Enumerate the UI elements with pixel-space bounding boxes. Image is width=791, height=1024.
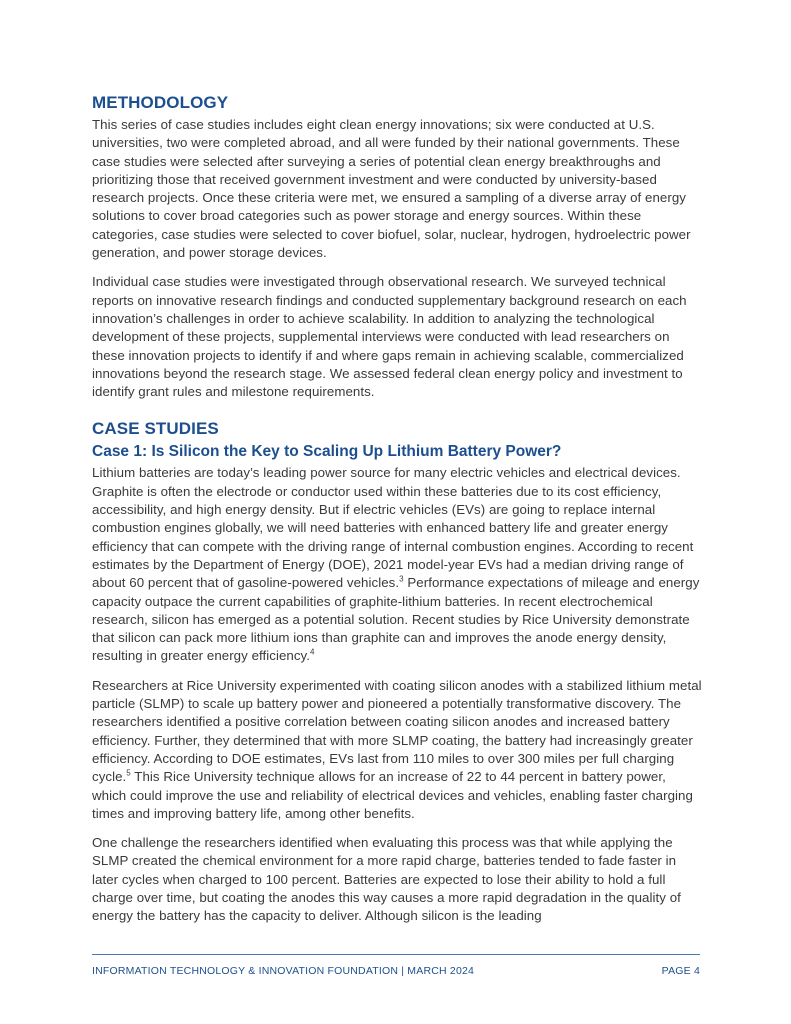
- case-studies-heading: CASE STUDIES: [92, 419, 219, 439]
- footnote-ref-4[interactable]: 4: [310, 648, 315, 657]
- case-1-paragraph-3: One challenge the researchers identified when evaluating this process was that while applying the SLMP created the chemical environment for a more rapid charge, batteries tended to fade faster in later cycles when charged to 100 percent. Batteries are expected to lose their ability to hold a full charge over time, but coating the anodes this way causes a more rapid degradation in the quality of energy the battery has the capacity to deliver. Although silicon is the leading: [92, 835, 681, 924]
- case-1-paragraph-1: [92, 464, 702, 665]
- case-1-title: Case 1: Is Silicon the Key to Scaling Up Lithium Battery Power?: [92, 443, 562, 461]
- case-1-p2-text-a: Researchers at Rice University experimented with coating silicon anodes with a stabilized lithium metal particle (SLMP) to scale up battery power and pioneered a potentially transformative discovery. The researchers identified a positive correlation between coating silicon anodes and increased battery efficiency. Further, they determined that with more SLMP coating, the battery had increasingly greater efficiency. According to DOE estimates, EVs last from 110 miles to over 300 miles per full charging cycle.: [92, 677, 702, 785]
- page-body: [92, 92, 702, 937]
- footer-publisher: INFORMATION TECHNOLOGY & INNOVATION FOUNDATION | MARCH 2024: [92, 965, 475, 977]
- footnote-ref-5[interactable]: 5: [126, 768, 131, 778]
- methodology-paragraph-1: This series of case studies includes eight clean energy innovations; six were conducted at U.S. universities, two were completed abroad, and all were funded by their national governments. These case studies were selected after surveying a series of potential clean energy breakthroughs and prioritizing those that received government investment and were conducted by university-based research projects. Once these criteria were met, we ensured a sampling of a diverse array of energy solutions to cover broad categories such as power storage and energy sources. Within these categories, case studies were selected to cover biofuel, solar, nuclear, hydrogen, hydroelectric power generation, and power storage devices.: [92, 117, 691, 261]
- page-number: PAGE 4: [661, 965, 700, 977]
- footnote-ref-3[interactable]: 3: [399, 574, 404, 584]
- case-1-paragraph-2: [92, 677, 702, 823]
- footer-divider: [92, 954, 700, 955]
- footer: [92, 965, 700, 977]
- methodology-paragraph-2: Individual case studies were investigated through observational research. We surveyed technical reports on innovative research findings and conducted supplementary background research on each innovation’s challenges in order to achieve scalability. In addition to analyzing the technological development of these projects, supplemental interviews were conducted with lead researchers on these innovation projects to identify if and where gaps remain in achieving scalable, commercialized innovations beyond the research stage. We assessed federal clean energy policy and investment to identify grant rules and milestone requirements.: [92, 274, 687, 400]
- case-1-p2-text-b: This Rice University technique allows for an increase of 22 to 44 percent in battery power, which could improve the use and reliability of electrical devices and vehicles, enabling faster charging times and improving battery life, among other benefits.: [92, 769, 693, 821]
- case-1-p1-text-b: Performance expectations of mileage and energy capacity outpace the current capabilities of graphite-lithium batteries. In recent electrochemical research, silicon has emerged as a potential solution. Recent studies by Rice University demonstrate that silicon can pack more lithium ions than graphite can and improves the anode energy density, resulting in greater energy efficiency.: [92, 575, 700, 664]
- methodology-heading: METHODOLOGY: [92, 93, 229, 112]
- case-1-p1-text-a: Lithium batteries are today’s leading power source for many electric vehicles and electrical devices. Graphite is often the electrode or conductor used within these batteries due to its cost efficiency, accessibility, and high energy density. But if electric vehicles (EVs) are going to replace internal combustion engines globally, we will need batteries with enhanced battery life and greater energy efficiency that can compete with the driving range of internal combustion engines. According to recent estimates by the Department of Energy (DOE), 2021 model-year EVs had a median driving range of about 60 percent that of gasoline-powered vehicles.: [92, 465, 694, 591]
